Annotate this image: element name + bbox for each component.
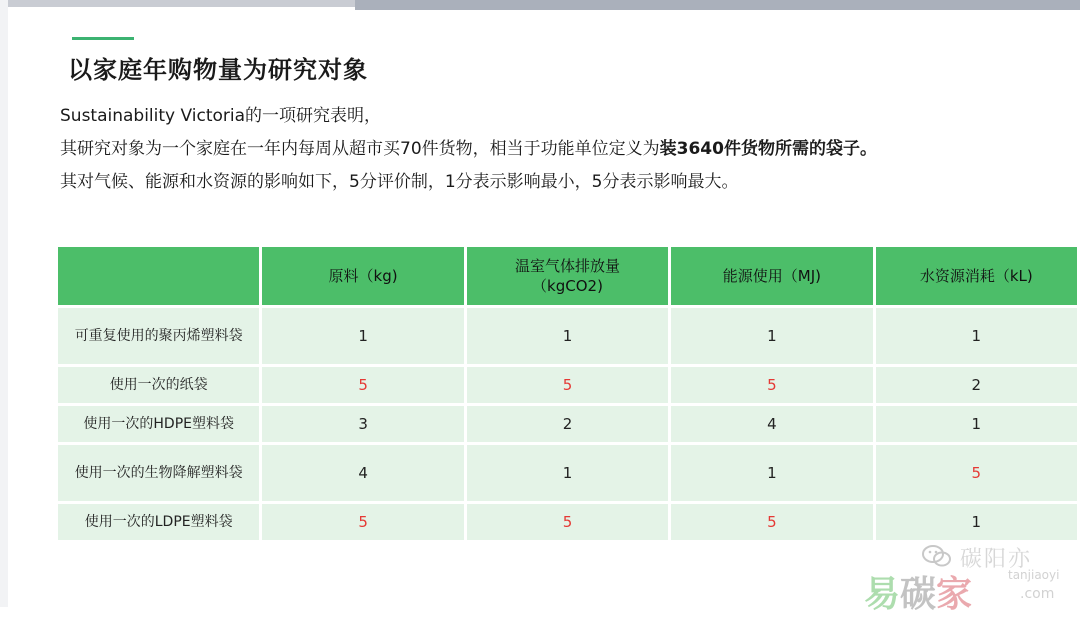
table-cell: 5 xyxy=(262,367,463,403)
watermark-logo xyxy=(864,566,972,617)
table-cell: 4 xyxy=(671,406,872,442)
watermark-domain: .com xyxy=(1020,586,1055,602)
watermark-logo-char: 家 xyxy=(936,574,973,615)
table-row xyxy=(58,308,1077,364)
title-accent-line xyxy=(72,37,134,40)
table-cell: 1 xyxy=(467,308,668,364)
window-top-bar-left xyxy=(0,0,355,7)
table-cell: 5 xyxy=(262,504,463,540)
table-cell: 1 xyxy=(671,308,872,364)
table-row xyxy=(58,445,1077,501)
table-cell: 5 xyxy=(671,504,872,540)
table-cell: 1 xyxy=(876,504,1077,540)
table-cell: 1 xyxy=(876,308,1077,364)
row-label: 可重复使用的聚丙烯塑料袋 xyxy=(58,308,259,364)
table-cell: 1 xyxy=(467,445,668,501)
table-cell: 2 xyxy=(876,367,1077,403)
intro-line-2-bold: 装3640件货物所需的袋子。 xyxy=(659,139,877,159)
window-top-bar-right xyxy=(355,0,1080,10)
impact-table xyxy=(55,244,1080,543)
watermark-logo-char: 易 xyxy=(864,574,901,615)
row-label: 使用一次的HDPE塑料袋 xyxy=(58,406,259,442)
table-cell: 1 xyxy=(876,406,1077,442)
table-cell: 5 xyxy=(671,367,872,403)
table-cell: 1 xyxy=(671,445,872,501)
table-cell: 4 xyxy=(262,445,463,501)
table-cell: 1 xyxy=(262,308,463,364)
intro-line-2 xyxy=(60,133,1020,166)
watermark xyxy=(860,540,1080,615)
table-cell: 5 xyxy=(876,445,1077,501)
table-header-cell: 原料（kg) xyxy=(262,247,463,305)
table-header-cell xyxy=(58,247,259,305)
intro-line-3: 其对气候、能源和水资源的影响如下，5分评价制，1分表示影响最小，5分表示影响最大。 xyxy=(60,172,739,192)
table-row xyxy=(58,406,1077,442)
table-cell: 3 xyxy=(262,406,463,442)
table-cell: 5 xyxy=(467,367,668,403)
table-row xyxy=(58,367,1077,403)
table-header-cell: 温室气体排放量（kgCO2) xyxy=(467,247,668,305)
table-cell: 2 xyxy=(467,406,668,442)
slide-title: 以家庭年购物量为研究对象 xyxy=(68,56,368,84)
table-header-cell: 能源使用（MJ) xyxy=(671,247,872,305)
intro-line-2-plain: 其研究对象为一个家庭在一年内每周从超市买70件货物，相当于功能单位定义为 xyxy=(60,139,660,159)
table-cell: 5 xyxy=(467,504,668,540)
row-label: 使用一次的生物降解塑料袋 xyxy=(58,445,259,501)
intro-text xyxy=(60,100,1020,199)
table-header-cell: 水资源消耗（kL) xyxy=(876,247,1077,305)
watermark-logo-char: 碳 xyxy=(900,574,937,615)
table-row xyxy=(58,504,1077,540)
watermark-account-name: 碳阳亦 xyxy=(960,547,1033,572)
intro-line-1: Sustainability Victoria的一项研究表明， xyxy=(60,106,382,126)
row-label: 使用一次的LDPE塑料袋 xyxy=(58,504,259,540)
table-header-row xyxy=(58,247,1077,305)
watermark-pinyin: tanjiaoyi xyxy=(1008,568,1060,582)
slide-left-edge xyxy=(0,0,8,607)
row-label: 使用一次的纸袋 xyxy=(58,367,259,403)
